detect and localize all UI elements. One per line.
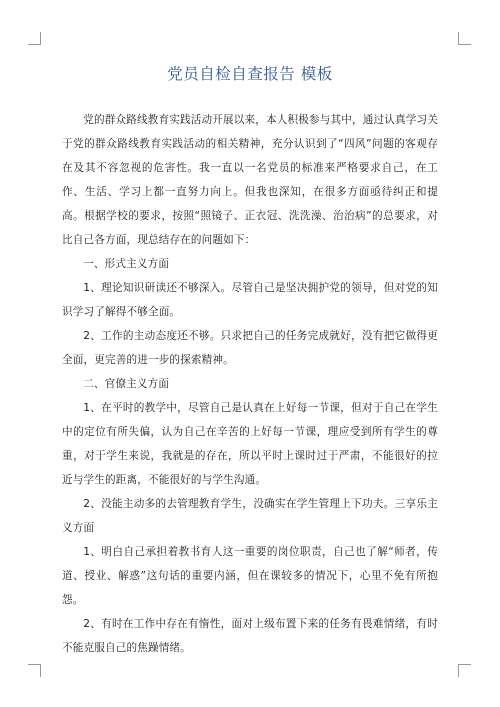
paragraph-hedonism-1: 1、明白自己承担着教书育人这一重要的岗位职责，自己也了解“师者，传道、授业、解惑”这句话的重要内涵，但在课较多的情况下，心里不免有所抱怨。 — [62, 546, 438, 606]
paragraph-formalism-1: 1、理论知识研读还不够深入。尽管自己是坚决拥护党的领导，但对党的知识学习了解得不够全面。 — [62, 282, 438, 318]
crop-mark-bottom-right — [458, 664, 471, 677]
paragraph-intro: 党的群众路线教育实践活动开展以来，本人积极参与其中，通过认真学习关于党的群众路线教育实践活动的相关精神，充分认识到了“四风”问题的客观存在及其不容忽视的危害性。我一直以一名党员的标准来严格要求自己，在工作、生活、学习上都一直努力向上。但我也深知，在很多方面亟待纠正和提高。根据学校的要求，按照“照镜子、正衣冠、洗洗澡、治治病”的总要求，对比自己各方面，现总结存在的问题如下： — [62, 114, 438, 246]
document-body — [62, 108, 438, 660]
section-heading-bureaucracy: 二、官僚主义方面 — [83, 378, 170, 390]
paragraph-bureaucracy-1: 1、在平时的教学中，尽管自己是认真在上好每一节课，但对于自己在学生中的定位有所失偏，认为自己在辛苦的上好每一节课，理应受到所有学生的尊重，对于学生来说，我就是的存在，所以平时上课时过于严肃，不能很好的拉近与学生的距离，不能很好的与学生沟通。 — [62, 402, 438, 486]
crop-mark-top-left — [28, 32, 41, 45]
paragraph-bureaucracy-2: 2、没能主动多的去管理教育学生，没确实在学生管理上下功夫。三享乐主义方面 — [62, 498, 438, 534]
crop-mark-bottom-left — [28, 664, 41, 677]
crop-mark-top-right — [458, 32, 471, 45]
section-heading-formalism: 一、形式主义方面 — [83, 258, 170, 270]
paragraph-formalism-2: 2、工作的主动态度还不够。只求把自己的任务完成就好，没有把它做得更全面，更完善的进一步的探索精神。 — [62, 330, 438, 366]
document-title: 党员自检自查报告 模板 — [167, 65, 333, 83]
paragraph-hedonism-2: 2、有时在工作中存在有惰性，面对上级布置下来的任务有畏难情绪，有时不能克服自己的焦躁情绪。 — [62, 618, 438, 654]
